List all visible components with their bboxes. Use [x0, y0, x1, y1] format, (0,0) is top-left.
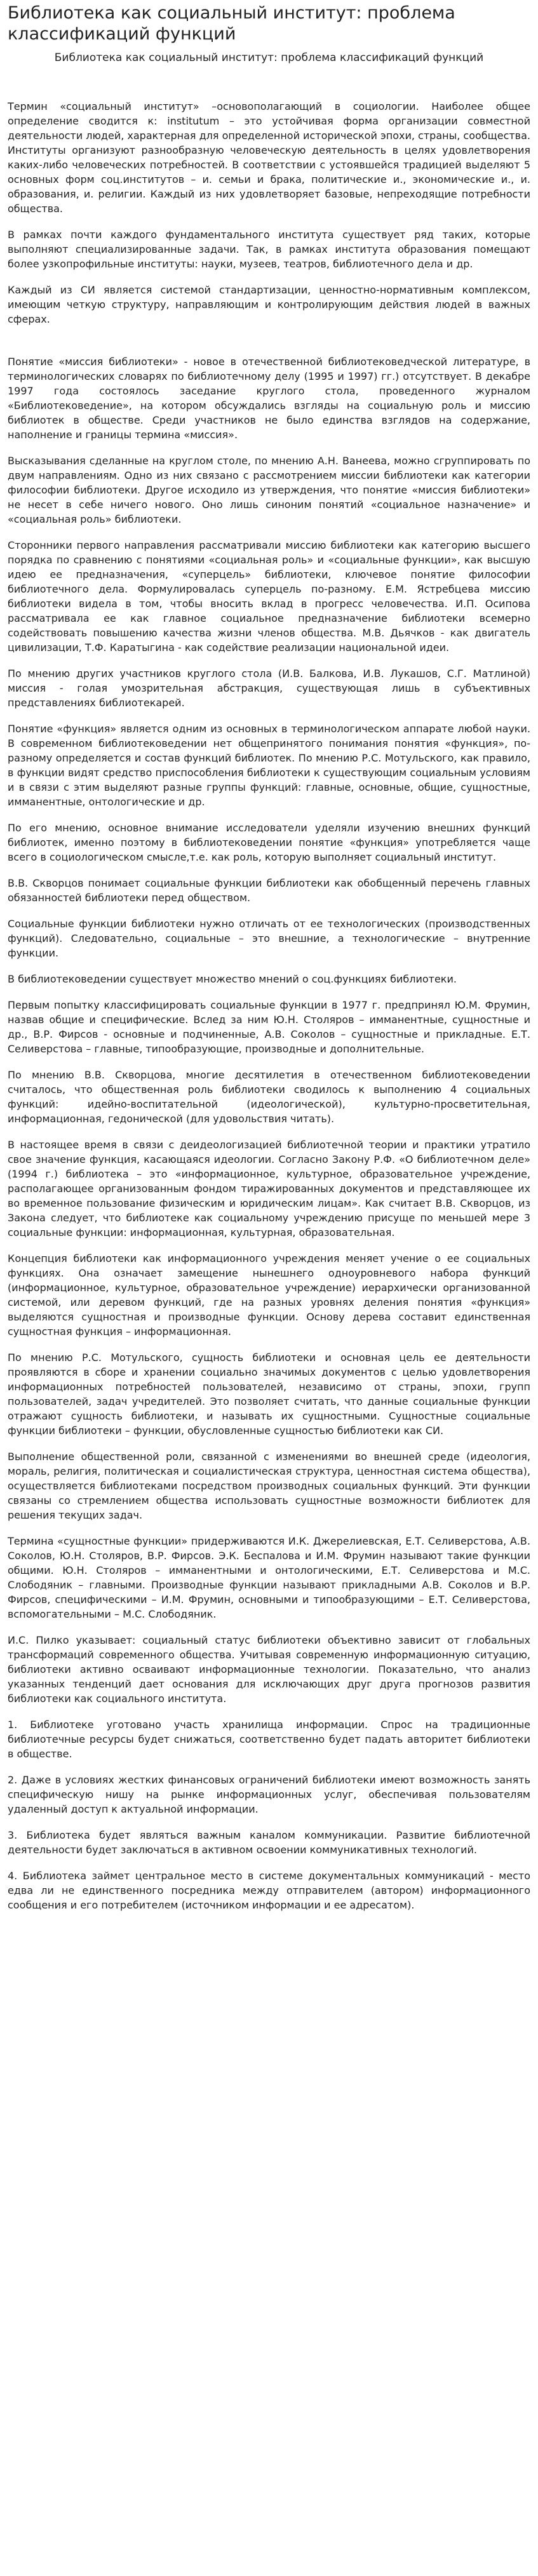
- paragraph: Социальные функции библиотеки нужно отличать от ее технологических (производственных функций). Следовательно, социальные – это внешние, а технологические – внутренние функции.: [8, 918, 530, 959]
- paragraph: По мнению других участников круглого стола (И.В. Балкова, И.В. Лукашов, С.Г. Матлиной) миссия - голая умозрительная абстракция, существующая лишь в субъективных представлениях библиотекарей.: [8, 667, 530, 709]
- page-subtitle: Библиотека как социальный институт: проблема классификаций функций: [54, 51, 484, 64]
- paragraph: Понятие «миссия библиотеки» - новое в отечественной библиотековедческой литературе, в терминологических словарях по библиотечному делу (1995 и 1997) гг.) отсутствует. В декабре 1997 года состоялось заседание круглого стола, проведенного журналом «Библиотековедение», на котором обсуждались взгляды на социальную роль и миссию библиотек в обществе. Среди участников не было единства взглядов на содержание, наполнение и границы термина «миссия».: [8, 356, 530, 441]
- paragraph: Высказывания сделанные на круглом столе, по мнению А.Н. Ванеева, можно сгруппировать по двум направлениям. Одно из них связано с рассмотрением миссии библиотеки как категории философии библиотеки. Другое исходило из утверждения, что понятие «миссия библиотеки» не несет в себе ничего нового. Оно лишь синоним понятий «социальное назначение» и «социальная роль» библиотеки.: [8, 455, 530, 525]
- paragraph: В настоящее время в связи с деидеологизацией библиотечной теории и практики утратило свое значение функция, касающаяся идеологии. Согласно Закону Р.Ф. «О библиотечном деле» (1994 г.) библиотека – это «информационное, культурное, образовательное учреждение, располагающее организованным фондом тиражированных документов и представляющее их во временное пользование физическим и юридическим лицам». Как считает В.В. Скворцов, из Закона следует, что библиотеке как социальному учреждению присуще по меньшей мере 3 социальные функции: информационная, культурная, образовательная.: [8, 1139, 530, 1238]
- paragraph: В библиотековедении существует множество мнений о соц.функциях библиотеки.: [8, 973, 457, 985]
- paragraph: Выполнение общественной роли, связанной с изменениями во внешней среде (идеология, мораль, религия, политическая и социалистическая структура, ценностная система общества), осуществляется библиотеками посредством производных социальных функций. Эти функции связаны со стремлением общества использовать сущностные возможности библиотек для решения текущих задач.: [8, 1451, 530, 1521]
- paragraph: Понятие «функция» является одним из основных в терминологическом аппарате любой науки. В современном библиотековедении нет общепринятого понимания понятия «функция», по-разному определяется и состав функций библиотек. По мнению Р.С. Мотульского, как правило, в функции видят средство приспособления библиотеки к существующим социальным условиям и в связи с этим выделяют разные группы функций: главные, основные, общие, сущностные, имманентные, онтологические и др.: [8, 723, 530, 808]
- paragraph: Каждый из СИ является системой стандартизации, ценностно-нормативным комплексом, имеющим четкую структуру, направляющим и контролирующим действия людей в важных сферах.: [8, 284, 530, 325]
- list-item: 4. Библиотека займет центральное место в системе документальных коммуникаций - место едва ли не единственного посредника между отправителем (автором) информационного сообщения и его потребителем (источником информации и ее адресатом).: [8, 1870, 530, 1911]
- paragraph: Термина «сущностные функции» придерживаются И.К. Джерелиевская, Е.Т. Селиверстова, А.В. Соколов, Ю.Н. Столяров, В.Р. Фирсов. Э.К. Беспалова и И.М. Фрумин называют такие функции общими. Ю.Н. Столяров – имманентными и онтологическими, Е.Т. Селиверстова и М.С. Слободяник – главными. Производные функции называют прикладными А.В. Соколов и В.Р. Фирсов, специфическими – И.М. Фрумин, основными и типообразующими – Е.Т. Селиверстова, вспомогательными – М.С. Слободяник.: [8, 1535, 530, 1620]
- list-item: 3. Библиотека будет являться важным каналом коммуникации. Развитие библиотечной деятельности будет заключаться в активном освоении коммуникативных технологий.: [8, 1829, 530, 1856]
- paragraph: По его мнению, основное внимание исследователи уделяли изучению внешних функций библиотек, именно поэтому в библиотековедении понятие «функция» употребляется чаще всего в социологическом смысле,т.е. как роль, которую выполняет социальный институт.: [8, 822, 530, 863]
- paragraph: И.С. Пилко указывает: социальный статус библиотеки объективно зависит от глобальных трансформаций современного общества. Учитывая современную информационную ситуацию, библиотеки активно осваивают информационные технологии. Показательно, что анализ указанных тенденций дает основания для исключающих друг друга прогнозов развития библиотеки как социального института.: [8, 1634, 530, 1705]
- paragraph: В.В. Скворцов понимает социальные функции библиотеки как обобщенный перечень главных обязанностей библиотеки перед обществом.: [8, 877, 530, 904]
- paragraph: Концепция библиотеки как информационного учреждения меняет учение о ее социальных функциях. Она означает замещение нынешнего одноуровневого набора функций (информационное, культурное, образовательное учреждение) иерархически организованной системой, или деревом функций, где на разных уровнях деления понятия «функция» выделяются сущностная и производные функции. Основу дерева составит единственная сущностная функция – информационная.: [8, 1252, 530, 1338]
- paragraph: Первым попытку классифицировать социальные функции в 1977 г. предпринял Ю.М. Фрумин, назвав общие и специфические. Вслед за ним Ю.Н. Столяров – имманентные, сущностные и др., В.Р. Фирсов - основные и подчиненные, А.В. Соколов – сущностные и прикладные. Е.Т. Селиверстова – главные, типообразующие, производные и дополнительные.: [8, 999, 530, 1055]
- paragraph: По мнению Р.С. Мотульского, сущность библиотеки и основная цель ее деятельности проявляются в сборе и хранении социально значимых документов с целью удовлетворения информационных потребностей пользователей, независимо от страны, эпохи, групп пользователей, задач учредителей. Это позволяет считать, что данные социальные функции отражают сущность библиотеки, и называть их сущностными. Сущностные социальные функции библиотеки – функции, обусловленные сущностью библиотеки как СИ.: [8, 1352, 530, 1437]
- paragraph: Термин «социальный институт» –основополагающий в социологии. Наиболее общее определение сводится к: institutum – это устойчивая форма организации совместной деятельности людей, характерная для определенной исторической эпохи, страны, сообщества. Институты организуют разнообразную человеческую деятельность в целях удовлетворения каких-либо человеческих потребностей. В соответствии с устоявшейся традицией выделяют 5 основных форм соц.институтов – и. семьи и брака, политические и., экономические и., и. образования, и. религии. Каждый из них удовлетворяет базовые, непреходящие потребности общества.: [8, 100, 530, 215]
- paragraph: Сторонники первого направления рассматривали миссию библиотеки как категорию высшего порядка по сравнению с понятиями «социальная роль» и «социальные функции», как высшую идею ее предназначения, «суперцель» библиотеки, ключевое понятие философии библиотечного дела. Формулировалась суперцель по-разному. Е.М. Ястребцева миссию библиотеки видела в том, чтобы вносить вклад в прогресс человечества. И.П. Осипова рассматривала ее как главное социальное предназначение библиотеки всемерно содействовать повышению качества жизни членов общества. М.В. Дьячков - как двигатель цивилизации, Т.Ф. Каратыгина - как содействие реализации национальной идеи.: [8, 539, 530, 654]
- paragraph: По мнению В.В. Скворцова, многие десятилетия в отечественном библиотековедении считалось, что общественная роль библиотеки сводилось к выполнению 4 социальных функций: идейно-воспитательной (идеологической), культурно-просветительная, информационная, гедонической (для удовольствия читать).: [8, 1069, 530, 1125]
- page-title: Библиотека как социальный институт: проблема классификаций функций: [8, 3, 455, 44]
- list-item: 2. Даже в условиях жестких финансовых ограничений библиотеки имеют возможность занять специфическую нишу на рынке информационных услуг, обеспечивая пользователям удаленный доступ к актуальной информации.: [8, 1774, 530, 1815]
- paragraph: В рамках почти каждого фундаментального института существует ряд таких, которые выполняют специализированные задачи. Так, в рамках института образования помещают более узкопрофильные институты: науки, музеев, театров, библиотечного дела и др.: [8, 229, 530, 270]
- list-item: 1. Библиотеке уготовано участь хранилища информации. Спрос на традиционные библиотечные ресурсы будет снижаться, соответственно будет падать авторитет библиотеки в обществе.: [8, 1719, 530, 1760]
